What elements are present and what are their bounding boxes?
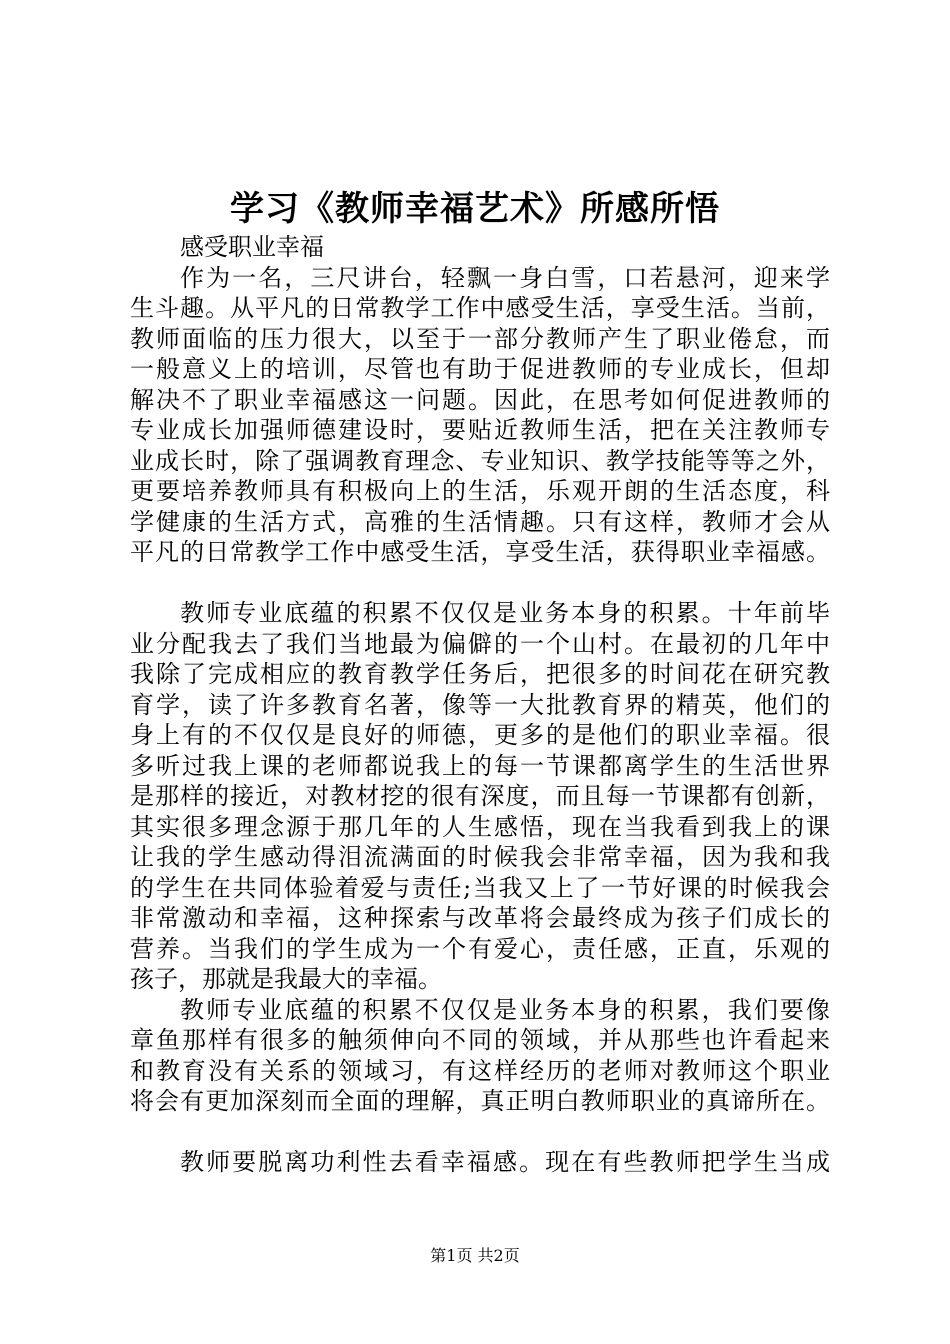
paragraph-line: 育学，读了许多教育名著，像等一大批教育界的精英，他们的 [130, 690, 830, 719]
paragraph-line: 作为一名，三尺讲台，轻飘一身白雪，口若悬河，迎来学 [180, 263, 830, 292]
paragraph-line: 的学生在共同体验着爱与责任;当我又上了一节好课的时候我会 [130, 873, 830, 902]
paragraph-gap [130, 1117, 830, 1148]
paragraph-gap [130, 568, 830, 599]
paragraph-line: 非常激动和幸福，这种探索与改革将会最终成为孩子们成长的 [130, 904, 830, 932]
paragraph-line: 学健康的生活方式，高雅的生活情趣。只有这样，教师才会从 [130, 507, 830, 536]
document-title: 学习《教师幸福艺术》所感所悟 [230, 189, 720, 229]
document-body [130, 232, 830, 1178]
section-heading: 感受职业幸福 [180, 233, 324, 261]
paragraph-line: 专业成长加强师德建设时，要贴近教师生活，把在关注教师专 [130, 416, 830, 444]
paragraph-line: 一般意义上的培训，尽管也有助于促进教师的专业成长，但却 [130, 355, 830, 383]
paragraph-line: 营养。当我们的学生成为一个有爱心，责任感，正直，乐观的 [130, 934, 830, 963]
paragraph-line: 更要培养教师具有积极向上的生活，乐观开朗的生活态度，科 [130, 477, 830, 505]
paragraph-line: 是那样的接近，对教材挖的很有深度，而且每一节课都有创新， [130, 782, 830, 810]
page-footer: 第1页 共2页 [430, 1246, 520, 1265]
paragraph-line: 解决不了职业幸福感这一问题。因此，在思考如何促进教师的 [130, 385, 830, 414]
paragraph-line: 身上有的不仅仅是良好的师德，更多的是他们的职业幸福。很 [130, 721, 830, 749]
paragraph-line: 业分配我去了我们当地最为偏僻的一个山村。在最初的几年中 [130, 629, 830, 658]
paragraph-line: 多听过我上课的老师都说我上的每一节课都离学生的生活世界 [130, 751, 830, 780]
paragraph-line: 孩子，那就是我最大的幸福。 [130, 965, 442, 993]
paragraph-line: 业成长时，除了强调教育理念、专业知识、教学技能等等之外， [130, 446, 830, 475]
paragraph-line: 教师面临的压力很大，以至于一部分教师产生了职业倦怠，而 [130, 324, 830, 353]
paragraph-line: 平凡的日常教学工作中感受生活，享受生活，获得职业幸福感。 [130, 538, 830, 566]
paragraph-line: 教师专业底蕴的积累不仅仅是业务本身的积累。十年前毕 [180, 599, 830, 627]
paragraph-line: 其实很多理念源于那几年的人生感悟，现在当我看到我上的课 [130, 812, 830, 841]
paragraph-line: 我除了完成相应的教育教学任务后，把很多的时间花在研究教 [130, 660, 830, 688]
paragraph-line: 将会有更加深刻而全面的理解，真正明白教师职业的真谛所在。 [130, 1087, 830, 1115]
paragraph-line: 教师要脱离功利性去看幸福感。现在有些教师把学生当成 [180, 1148, 830, 1176]
paragraph-line: 和教育没有关系的领域习，有这样经历的老师对教师这个职业 [130, 1056, 830, 1085]
paragraph-line: 让我的学生感动得泪流满面的时候我会非常幸福，因为我和我 [130, 843, 830, 871]
paragraph-line: 生斗趣。从平凡的日常教学工作中感受生活，享受生活。当前， [130, 294, 830, 322]
paragraph-line: 章鱼那样有很多的触须伸向不同的领域，并从那些也许看起来 [130, 1026, 830, 1054]
paragraph-line: 教师专业底蕴的积累不仅仅是业务本身的积累，我们要像 [180, 995, 830, 1024]
